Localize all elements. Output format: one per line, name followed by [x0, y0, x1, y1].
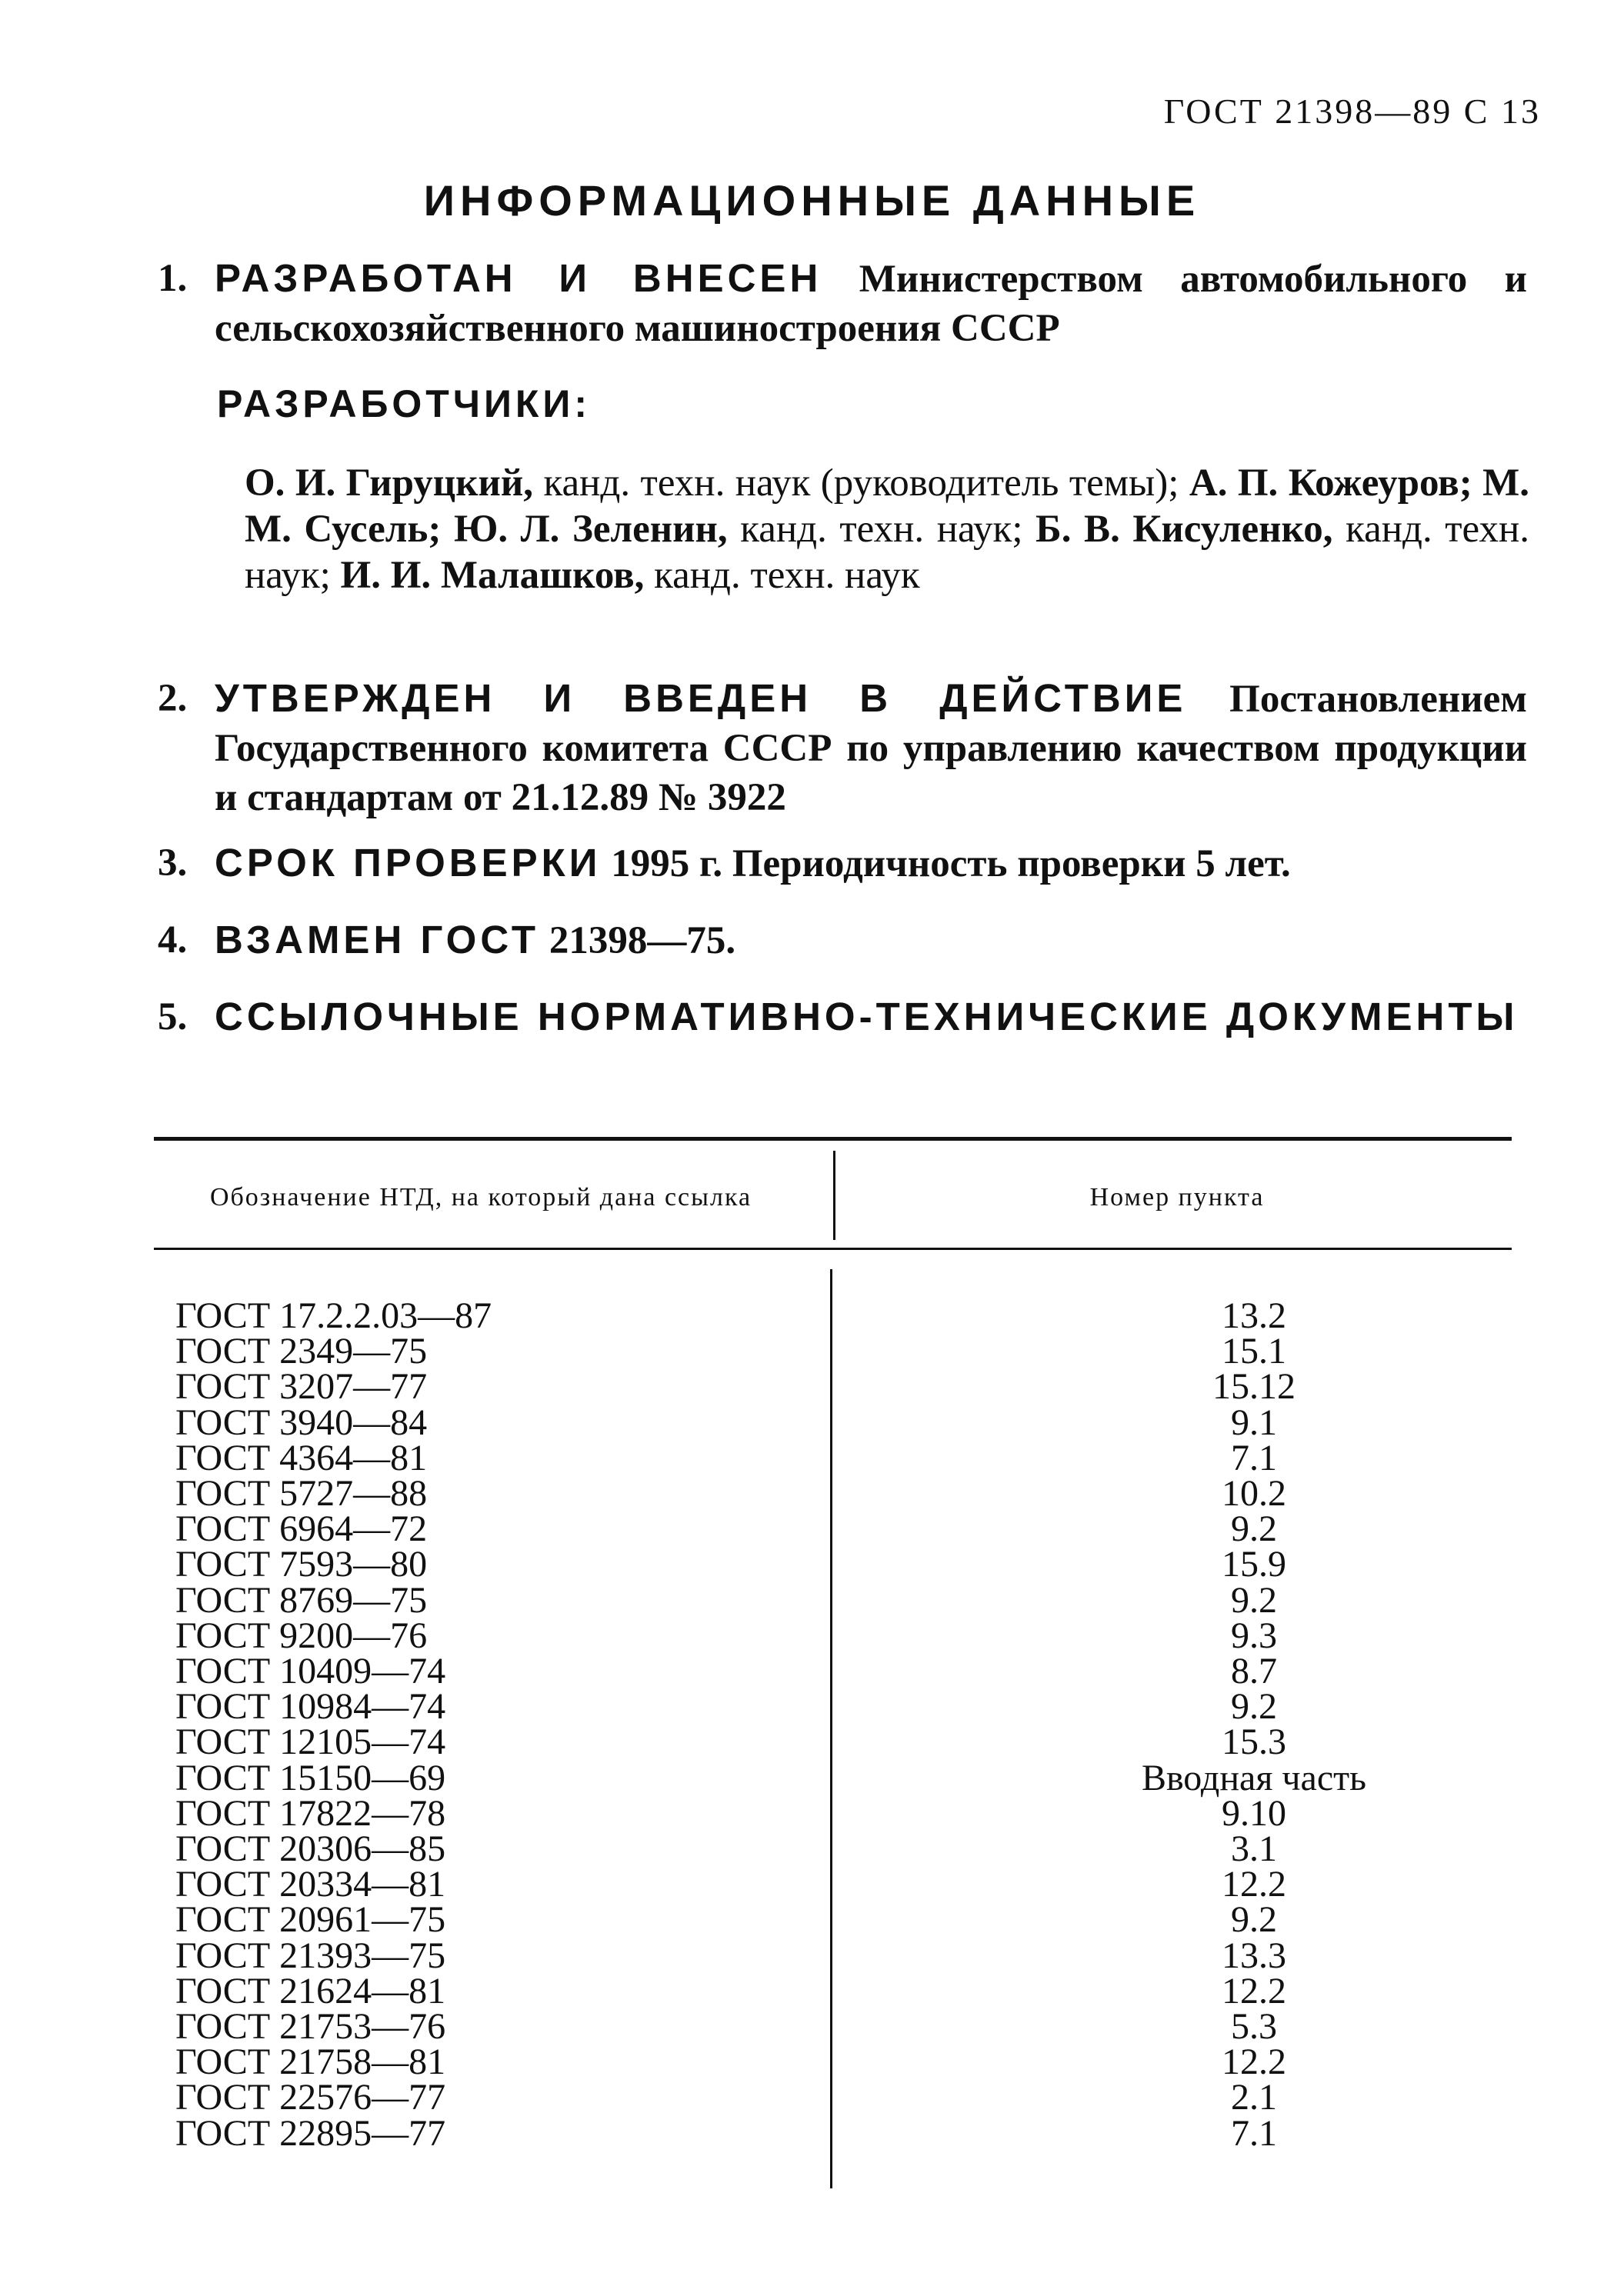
table-cell-designation: ГОСТ 21758—81	[175, 2041, 446, 2083]
table-column-designation	[175, 1295, 492, 2154]
table-cell-clause: 13.2	[1222, 1295, 1286, 1336]
item-number: 4.	[158, 918, 188, 962]
table-cell-clause: 9.2	[1231, 1579, 1277, 1621]
table-cell-clause: 13.3	[1222, 1935, 1286, 1976]
item-text: Министерством автомобильного и сельскохозяйственного машиностроения СССР	[215, 258, 1527, 350]
item-2	[158, 674, 1527, 822]
table-cell-clause: 10.2	[1222, 1473, 1286, 1515]
table-cell-clause: 9.2	[1231, 1508, 1277, 1550]
page-title: ИНФОРМАЦИОННЫЕ ДАННЫЕ	[423, 176, 1201, 225]
table-column-divider	[830, 1269, 832, 2188]
developer-name: М. М. Сусель;	[245, 462, 1530, 551]
developer-name: И. И. Малашков,	[340, 554, 645, 597]
developer-name: А. П. Кожеуров;	[1189, 462, 1472, 505]
page-header: ГОСТ 21398—89 С 13	[1163, 92, 1541, 131]
table-cell-clause: 15.9	[1222, 1544, 1286, 1585]
table-header-clause: Номер пункта	[1089, 1183, 1265, 1211]
developer-name: Ю. Л. Зеленин,	[453, 508, 728, 551]
table-cell-clause: 5.3	[1231, 2006, 1277, 2048]
developer-name: О. И. Гируцкий,	[245, 462, 534, 505]
table-cell-clause: Вводная часть	[1141, 1757, 1367, 1798]
table-cell-designation: ГОСТ 6964—72	[175, 1508, 428, 1550]
item-3	[158, 838, 1527, 888]
developers-list	[245, 460, 1529, 598]
item-number: 5.	[158, 995, 188, 1038]
table-cell-clause: 9.10	[1222, 1792, 1286, 1834]
table-cell-clause: 12.2	[1222, 1864, 1286, 1905]
table-cell-designation: ГОСТ 17822—78	[175, 1792, 446, 1834]
table-cell-designation: ГОСТ 5727—88	[175, 1473, 428, 1515]
table-header-divider	[833, 1151, 835, 1240]
table-cell-designation: ГОСТ 20961—75	[175, 1899, 446, 1941]
item-4	[158, 915, 1527, 965]
table-header-rule	[154, 1248, 1512, 1250]
table-cell-clause: 9.3	[1231, 1615, 1277, 1656]
table-cell-clause: 3.1	[1231, 1828, 1277, 1870]
table-cell-designation: ГОСТ 10984—74	[175, 1686, 446, 1728]
table-top-rule	[154, 1137, 1512, 1141]
table-column-clause	[946, 1295, 1562, 2154]
developer-title: канд. техн. наук	[654, 554, 920, 597]
table-cell-designation: ГОСТ 17.2.2.03—87	[175, 1295, 492, 1336]
item-text: 21398—75.	[549, 919, 736, 962]
developer-name: Б. В. Кисуленко,	[1035, 508, 1333, 551]
table-cell-clause: 9.2	[1231, 1686, 1277, 1728]
item-heading: ВЗАМЕН ГОСТ	[215, 918, 540, 962]
table-cell-clause: 15.12	[1212, 1366, 1296, 1408]
table-cell-designation: ГОСТ 12105—74	[175, 1721, 446, 1763]
item-5	[158, 992, 1527, 1042]
table-cell-clause: 8.7	[1231, 1651, 1277, 1692]
table-cell-designation: ГОСТ 3940—84	[175, 1401, 428, 1443]
table-cell-designation: ГОСТ 15150—69	[175, 1757, 446, 1798]
table-cell-clause: 2.1	[1231, 2077, 1277, 2118]
table-cell-designation: ГОСТ 20334—81	[175, 1864, 446, 1905]
table-cell-clause: 9.2	[1231, 1899, 1277, 1941]
table-cell-designation: ГОСТ 21753—76	[175, 2006, 446, 2048]
developers-heading: РАЗРАБОТЧИКИ:	[217, 382, 591, 425]
table-cell-clause: 9.1	[1231, 1401, 1277, 1443]
item-text: 1995 г. Периодичность проверки 5 лет.	[611, 842, 1291, 885]
table-cell-designation: ГОСТ 3207—77	[175, 1366, 428, 1408]
table-header-designation: Обозначение НТД, на который дана ссылка	[209, 1183, 752, 1211]
table-cell-designation: ГОСТ 20306—85	[175, 1828, 446, 1870]
table-cell-designation: ГОСТ 22895—77	[175, 2112, 446, 2154]
table-cell-designation: ГОСТ 21393—75	[175, 1935, 446, 1976]
table-cell-designation: ГОСТ 22576—77	[175, 2077, 446, 2118]
table-cell-clause: 7.1	[1231, 2112, 1277, 2154]
item-heading: ССЫЛОЧНЫЕ НОРМАТИВНО-ТЕХНИЧЕСКИЕ ДОКУМЕНТЫ	[215, 995, 1519, 1038]
table-cell-designation: ГОСТ 21624—81	[175, 1970, 446, 2011]
developer-title: канд. техн. наук;	[245, 508, 1530, 597]
table-cell-designation: ГОСТ 2349—75	[175, 1331, 428, 1372]
item-text: Постановлением Государственного комитета СССР по управлению качеством продукции и стандартам от 21.12.89 № 3922	[215, 678, 1528, 819]
table-cell-designation: ГОСТ 4364—81	[175, 1437, 428, 1478]
developer-title: канд. техн. наук (руководитель темы);	[543, 462, 1179, 505]
table-cell-designation: ГОСТ 9200—76	[175, 1615, 428, 1656]
table-cell-clause: 15.1	[1222, 1331, 1286, 1372]
table-cell-designation: ГОСТ 10409—74	[175, 1651, 446, 1692]
table-cell-clause: 15.3	[1222, 1721, 1286, 1763]
item-number: 2.	[158, 677, 188, 720]
table-cell-clause: 12.2	[1222, 1970, 1286, 2011]
table-cell-designation: ГОСТ 7593—80	[175, 1544, 428, 1585]
item-heading: РАЗРАБОТАН И ВНЕСЕН	[215, 256, 822, 300]
table-cell-designation: ГОСТ 8769—75	[175, 1579, 428, 1621]
item-1	[158, 254, 1527, 353]
item-number: 1.	[158, 257, 188, 300]
table-cell-clause: 7.1	[1231, 1437, 1277, 1478]
table-cell-clause: 12.2	[1222, 2041, 1286, 2083]
item-number: 3.	[158, 842, 188, 885]
item-heading: УТВЕРЖДЕН И ВВЕДЕН В ДЕЙСТВИЕ	[215, 676, 1187, 720]
developer-title: канд. техн. наук;	[740, 508, 1023, 551]
item-heading: СРОК ПРОВЕРКИ	[215, 841, 602, 885]
